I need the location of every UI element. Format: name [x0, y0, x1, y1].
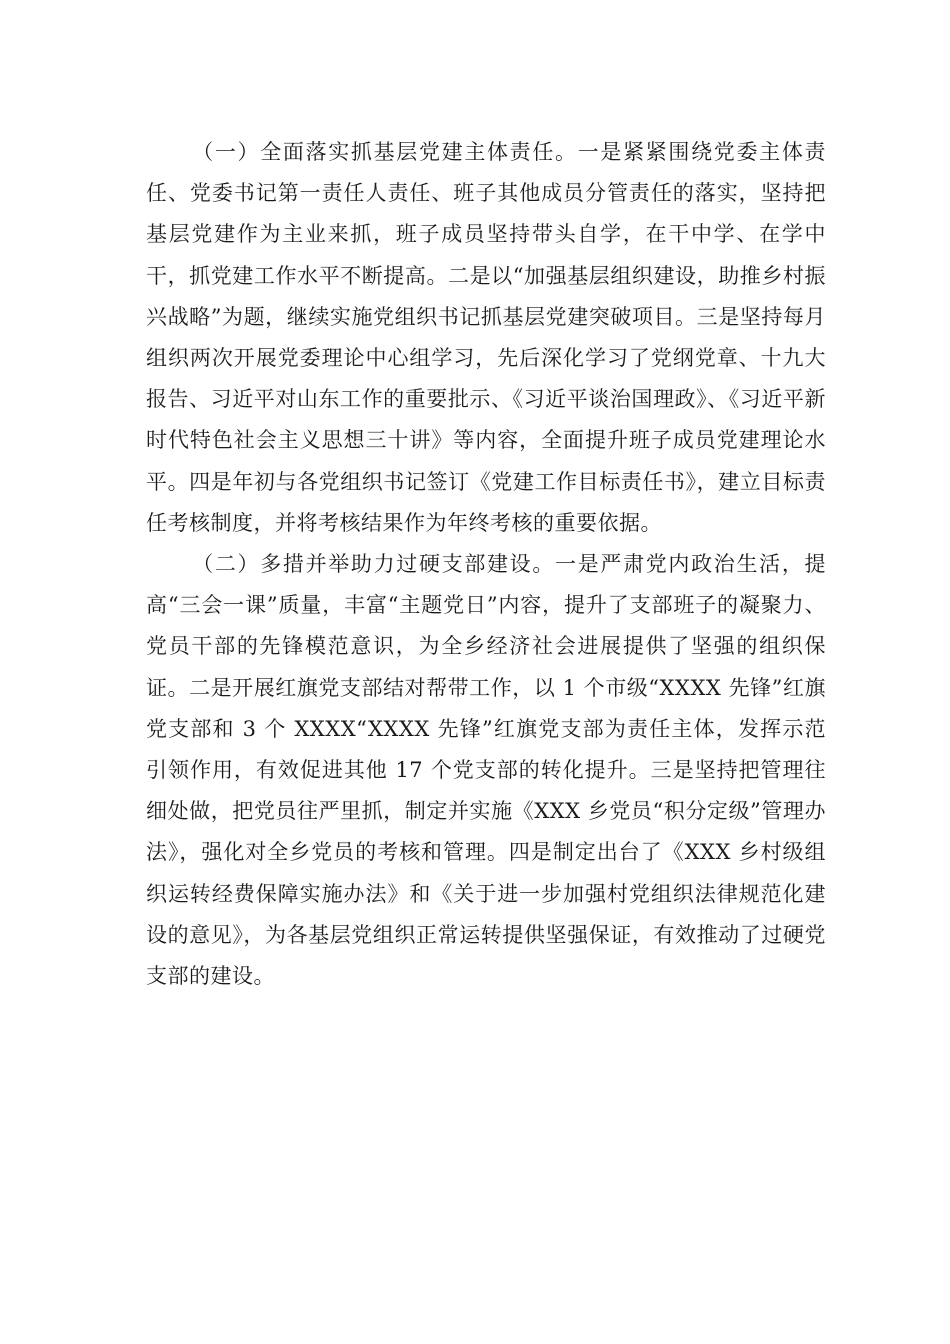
- paragraph-2: （二）多措并举助力过硬支部建设。一是严肃党内政治生活，提高“三会一课”质量，丰富“主题党日”内容，提升了支部班子的凝聚力、党员干部的先锋模范意识，为全乡经济社会进展提供了坚强的组织保证。二是开展红旗党支部结对帮带工作，以 1 个市级“XXXX 先锋”红旗党支部和 3 个 XXXX“XXXX 先锋”红旗党支部为责任主体，发挥示范引领作用，有效促进其他 17 个党支部的转化提升。三是坚持把管理往细处做，把党员往严里抓，制定并实施《XXX 乡党员“积分定级”管理办法》，强化对全乡党员的考核和管理。四是制定出台了《XXX 乡村级组织运转经费保障实施办法》和《关于进一步加强村党组织法律规范化建设的意见》，为各基层党组织正常运转提供坚强保证，有效推动了过硬党支部的建设。: [146, 552, 826, 989]
- document-page: [146, 132, 826, 997]
- paragraph-1: （一）全面落实抓基层党建主体责任。一是紧紧围绕党委主体责任、党委书记第一责任人责任、班子其他成员分管责任的落实，坚持把基层党建作为主业来抓，班子成员坚持带头自学，在干中学、在学中干，抓党建工作水平不断提高。二是以“加强基层组织建设，助推乡村振兴战略”为题，继续实施党组织书记抓基层党建突破项目。三是坚持每月组织两次开展党委理论中心组学习，先后深化学习了党纲党章、十九大报告、习近平对山东工作的重要批示、《习近平谈治国理政》、《习近平新时代特色社会主义思想三十讲》等内容，全面提升班子成员党建理论水平。四是年初与各党组织书记签订《党建工作目标责任书》，建立目标责任考核制度，并将考核结果作为年终考核的重要依据。: [146, 140, 826, 535]
